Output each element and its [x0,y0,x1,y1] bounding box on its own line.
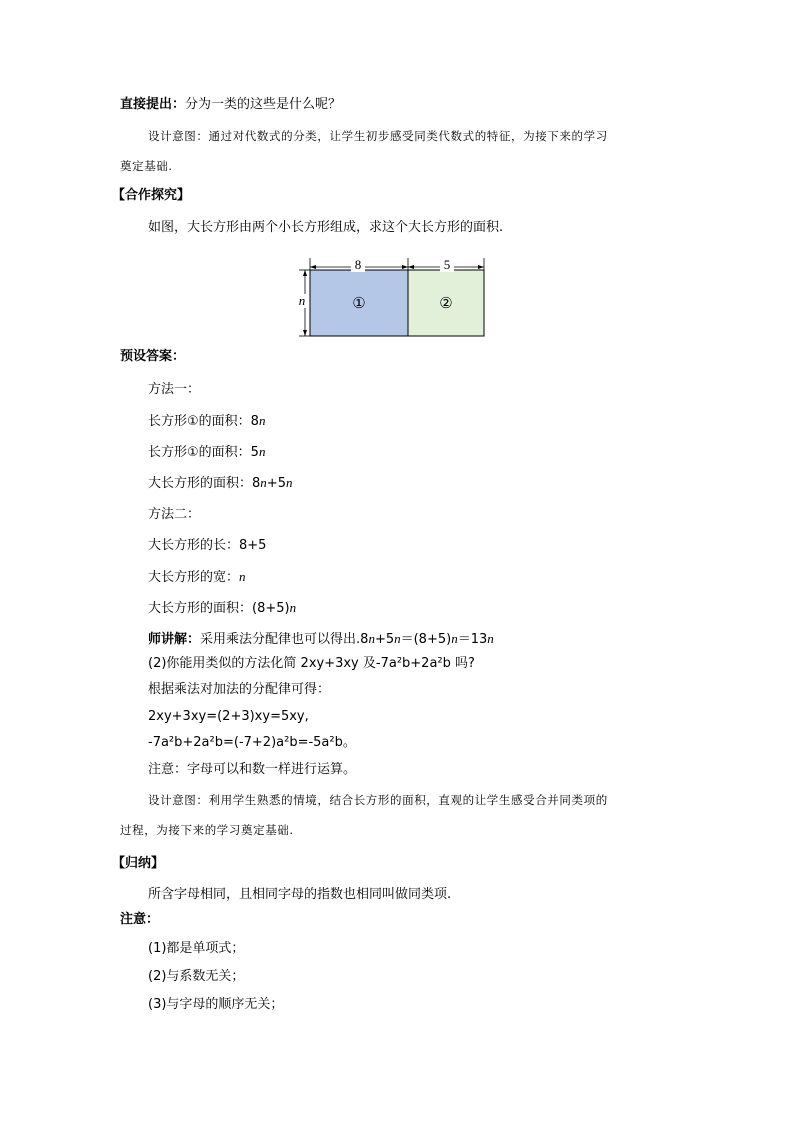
notes-heading: 注意： [120,912,160,927]
equation-2: -7a²b+2a²b=(-7+2)a²b=-5a²b。 [148,735,356,750]
cooperative-heading: 【合作探究】 [112,188,191,203]
width-right-label: 5 [443,257,451,272]
teacher-line [148,630,494,649]
method1-big-value: 8n+5n [252,475,293,491]
note-item-2: (2)与系数无关； [148,969,245,984]
method1-big-label: 大长方形的面积： [148,476,253,491]
method1-title: 方法一： [148,382,201,397]
method1-rect1-label: 长方形①的面积： [148,414,251,429]
intro-question: 分为一类的这些是什么呢？ [185,97,342,112]
distributive-law: 根据乘法对加法的分配律可得： [148,682,331,697]
preset-answer-heading: 预设答案： [120,349,186,364]
rectangle-2-label: ② [439,296,453,312]
design-intent-2-line1: 设计意图：利用学生熟悉的情境，结合长方形的面积，直观的让学生感受合并同类项的 [148,793,608,807]
arrow-head [402,265,408,269]
method1-big [148,474,292,493]
method1-rect1-value: 8n [250,413,266,429]
intro-line [120,96,341,114]
design-intent-2-line2: 过程，为接下来的学习奠定基础. [120,823,294,837]
method2-area [148,599,296,618]
width-left-label: 8 [354,257,362,272]
arrow-head [303,330,307,336]
summary-heading: 【归纳】 [112,856,165,871]
design-intent-1-line1: 设计意图：通过对代数式的分类，让学生初步感受同类代数式的特征，为接下来的学习 [148,129,608,143]
problem-text: 如图，大长方形由两个小长方形组成，求这个大长方形的面积. [148,220,504,235]
height-label: n [298,293,306,308]
method2-length [148,537,266,555]
method2-width [148,568,246,587]
method2-title: 方法二： [148,507,201,522]
method1-rect1 [148,412,265,431]
teacher-lead: 师讲解： [148,632,201,647]
method2-area-value: (8+5)n [252,600,297,616]
question2: (2)你能用类似的方法化简 2xy+3xy 及-7a²b+2a²b 吗? [148,656,475,671]
rectangle-1-label: ① [352,296,366,312]
note-item-1: (1)都是单项式； [148,941,245,956]
method2-width-value: n [239,569,246,584]
method1-rect2 [148,443,265,462]
arrow-head [303,270,307,276]
method1-rect2-label: 长方形①的面积： [148,445,251,460]
arrow-head [408,265,414,269]
teacher-formula: 8n+5n＝(8+5)n＝13n [360,631,494,647]
arrow-head [310,265,316,269]
note-item-3: (3)与字母的顺序无关； [148,997,284,1012]
method1-rect2-value: 5n [250,444,266,460]
method2-length-value: 8+5 [239,538,267,553]
rectangle-figure [294,254,494,342]
method2-length-label: 大长方形的长： [148,538,240,553]
design-intent-1-line2: 奠定基础. [120,159,173,173]
method2-width-label: 大长方形的宽： [148,570,240,585]
teacher-text: 采用乘法分配律也可以得出. [200,632,361,647]
note-operate: 注意：字母可以和数一样进行运算。 [148,762,357,777]
equation-1: 2xy+3xy=(2+3)xy=5xy, [148,709,309,724]
arrow-head [478,265,484,269]
intro-lead: 直接提出： [120,97,186,112]
summary-text: 所含字母相同，且相同字母的指数也相同叫做同类项. [148,887,452,902]
method2-area-label: 大长方形的面积： [148,601,253,616]
